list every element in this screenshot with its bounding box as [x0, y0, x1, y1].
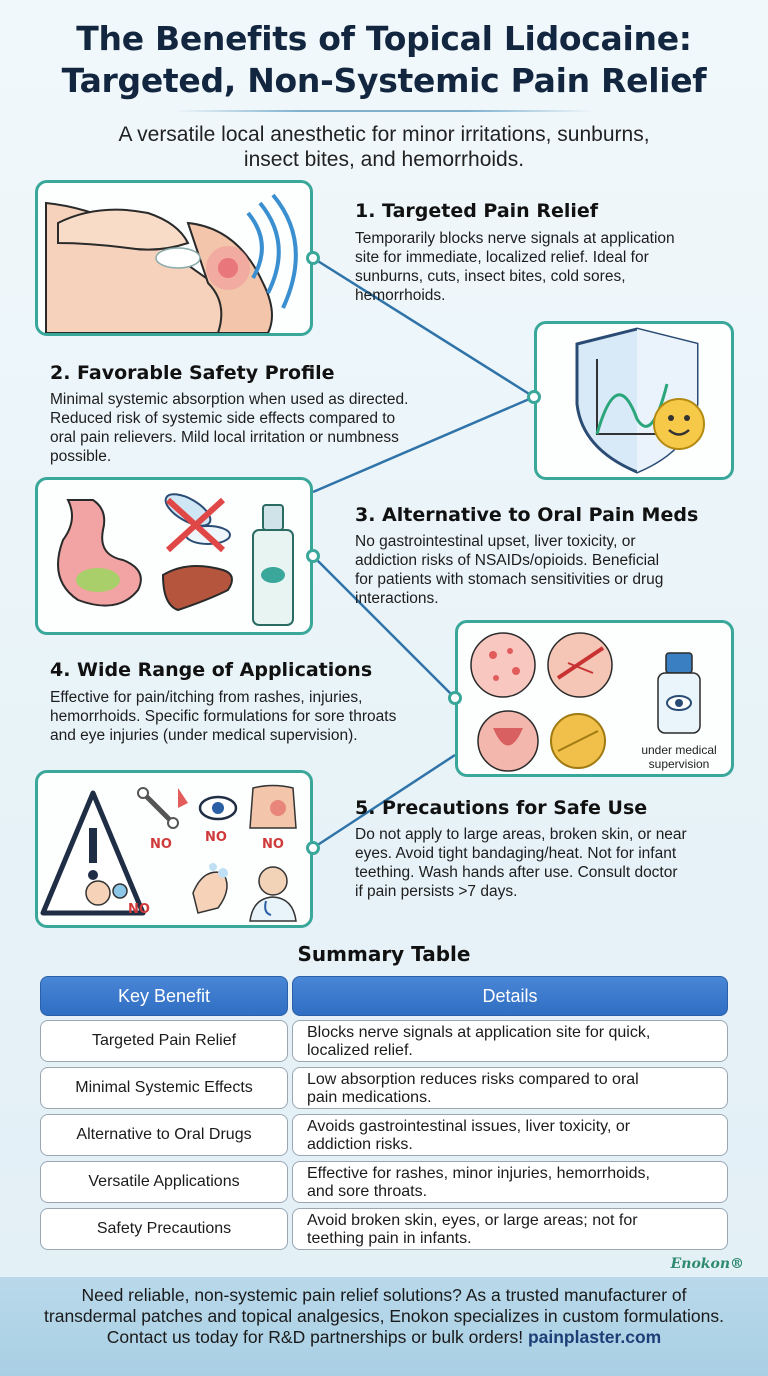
connector-dot-2 [527, 390, 541, 404]
subtitle-line-2: insect bites, and hemorrhoids. [243, 148, 525, 171]
section-5-title: 5. Precautions for Safe Use [355, 797, 648, 819]
table-cell-benefit: Minimal Systemic Effects [40, 1067, 288, 1109]
supervision-caption-line-2: supervision [648, 757, 710, 771]
hand-applying-cream-icon [38, 183, 310, 333]
supervision-caption-line-1: under medical [641, 743, 717, 757]
table-header-details: Details [292, 976, 728, 1016]
section-1-title: 1. Targeted Pain Relief [355, 200, 599, 222]
title-line-1: The Benefits of Topical Lidocaine: [76, 19, 692, 58]
table-cell-details: Avoid broken skin, eyes, or large areas; not for teething pain in infants. [292, 1208, 728, 1250]
section-5-body: Do not apply to large areas, broken skin, or near eyes. Avoid tight bandaging/heat. Not for infant teething. Wash hands after use. Consult doctor if pain persists >7 days. [355, 826, 687, 900]
summary-table-title: Summary Table [297, 942, 471, 966]
section-4-title: 4. Wide Range of Applications [50, 659, 373, 681]
applications-icon [458, 623, 731, 774]
image-card-targeted-relief [35, 180, 313, 336]
connector-dot-3 [306, 549, 320, 563]
connector-dot-5 [306, 841, 320, 855]
image-card-safety [534, 321, 734, 480]
section-4-body: Effective for pain/itching from rashes, injuries, hemorrhoids. Specific formulations for sore throats and eye injuries (under medical supervision). [50, 689, 397, 744]
table-cell-details: Low absorption reduces risks compared to oral pain medications. [292, 1067, 728, 1109]
no-label-4: NO [262, 837, 284, 852]
table-cell-details: Blocks nerve signals at application site for quick, localized relief. [292, 1020, 728, 1062]
table-cell-details: Effective for rashes, minor injuries, hemorrhoids, and sore throats. [292, 1161, 728, 1203]
connector-dot-4 [448, 691, 462, 705]
image-card-alternative [35, 477, 313, 635]
section-1-body: Temporarily blocks nerve signals at application site for immediate, localized relief. Ideal for sunburns, cuts, insect bites, cold sores, hemorrhoids. [355, 230, 675, 304]
section-3-body: No gastrointestinal upset, liver toxicity, or addiction risks of NSAIDs/opioids. Beneficial for patients with stomach sensitivities or drug interactions. [355, 533, 664, 607]
table-cell-details: Avoids gastrointestinal issues, liver toxicity, or addiction risks. [292, 1114, 728, 1156]
no-label-3: NO [205, 830, 227, 845]
image-card-precautions [35, 770, 313, 928]
no-label-1: NO [128, 902, 150, 917]
table-header-key-benefit: Key Benefit [40, 976, 288, 1016]
warning-precautions-icon [38, 773, 310, 925]
image-card-applications [455, 620, 734, 777]
shield-smiley-icon [537, 324, 731, 477]
section-3-title: 3. Alternative to Oral Pain Meds [355, 504, 699, 526]
section-2-body: Minimal systemic absorption when used as directed. Reduced risk of systemic side effects compared to oral pain relievers. Mild local irritation or numbness possible. [50, 391, 409, 465]
subtitle-line-1: A versatile local anesthetic for minor irritations, sunburns, [118, 123, 650, 146]
table-cell-benefit: Alternative to Oral Drugs [40, 1114, 288, 1156]
title-line-2: Targeted, Non-Systemic Pain Relief [61, 61, 707, 100]
footer-text: Need reliable, non-systemic pain relief solutions? As a trusted manufacturer of transdermal patches and topical analgesics, Enokon specializes in custom formulations. Contact us today for R&D partnerships or bulk orders! painplaster.com [44, 1285, 724, 1347]
connector-dot-1 [306, 251, 320, 265]
section-2-title: 2. Favorable Safety Profile [50, 362, 335, 384]
brand-logo: Enokon® [670, 1256, 744, 1272]
no-label-2: NO [150, 837, 172, 852]
table-cell-benefit: Versatile Applications [40, 1161, 288, 1203]
stomach-liver-pills-icon [38, 480, 310, 632]
table-cell-benefit: Safety Precautions [40, 1208, 288, 1250]
website-link[interactable]: painplaster.com [527, 1327, 662, 1347]
table-cell-benefit: Targeted Pain Relief [40, 1020, 288, 1062]
